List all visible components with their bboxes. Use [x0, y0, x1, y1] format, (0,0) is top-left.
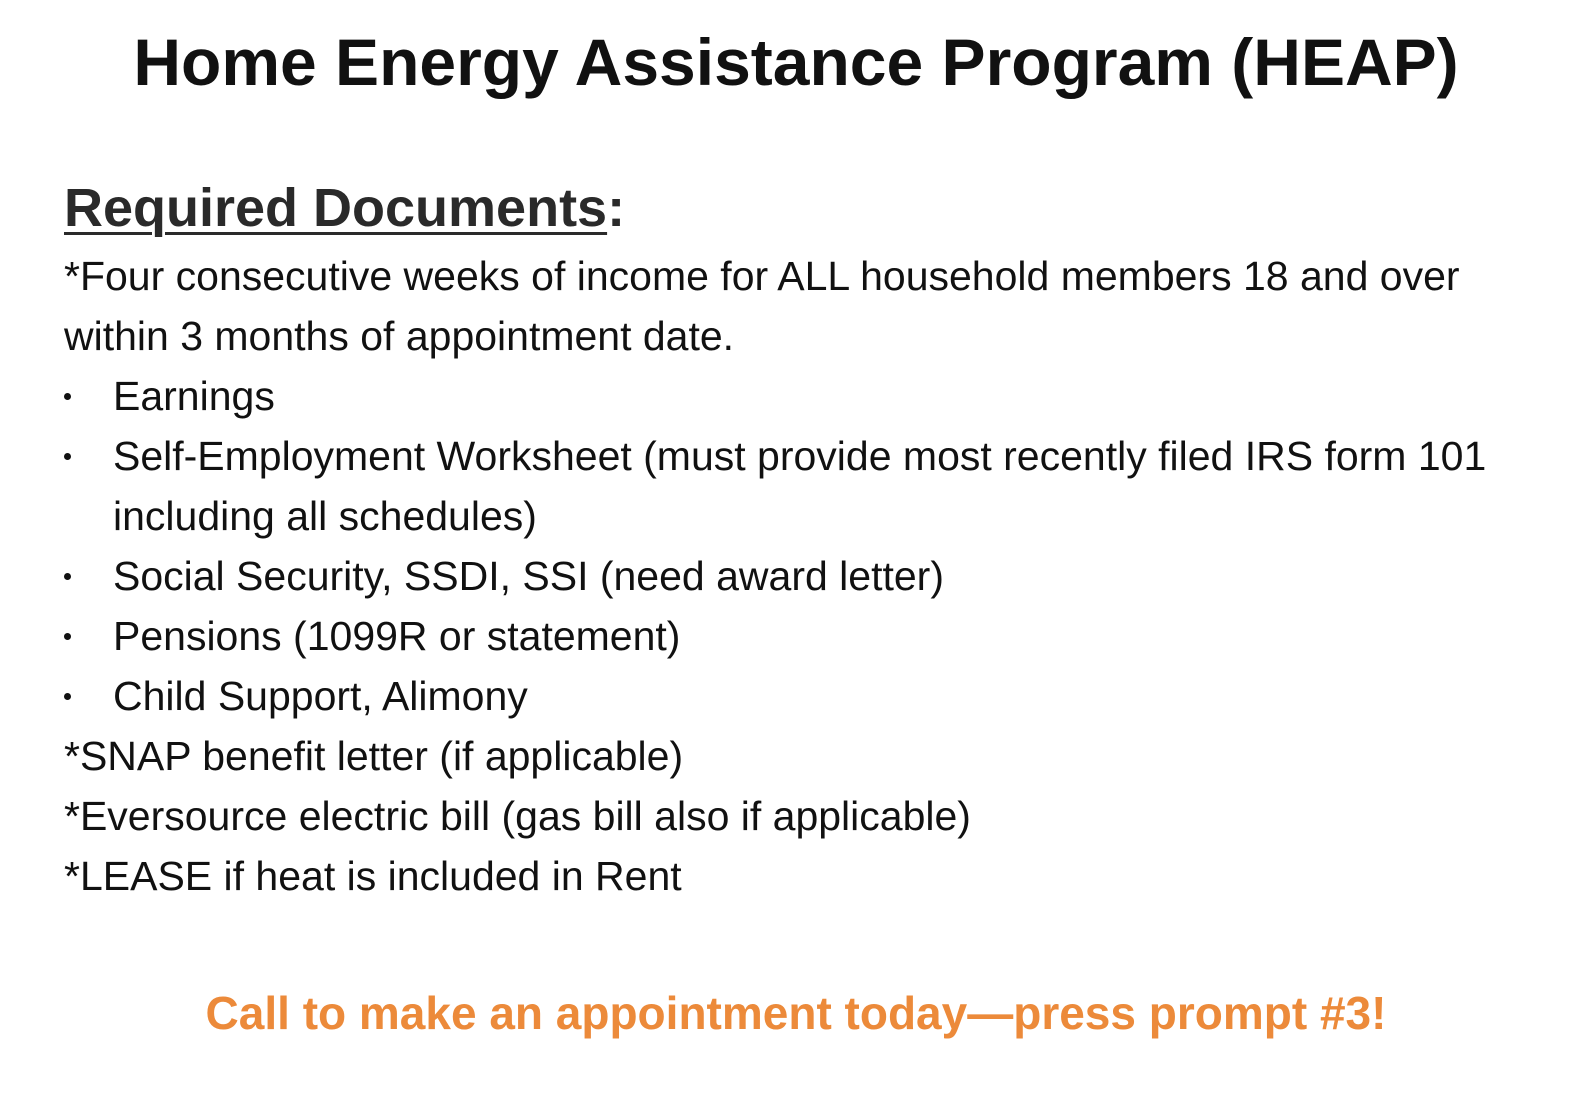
income-sources-list [64, 366, 1544, 726]
bullet-icon [64, 693, 71, 700]
list-item [64, 666, 1544, 726]
call-to-action-text: Call to make an appointment today—press prompt #3! [205, 987, 1387, 1039]
list-item-text: Self-Employment Worksheet (must provide most recently filed IRS form 101 including all schedules) [113, 433, 1487, 539]
lease-line: *LEASE if heat is included in Rent [64, 853, 682, 899]
electric-bill-line: *Eversource electric bill (gas bill also if applicable) [64, 793, 971, 839]
list-item-text: Child Support, Alimony [113, 673, 528, 719]
call-to-action [0, 982, 1592, 1044]
list-item [64, 606, 1544, 666]
section-heading-text: Required Documents [64, 178, 608, 238]
list-item [64, 366, 1544, 426]
snap-letter-line: *SNAP benefit letter (if applicable) [64, 733, 684, 779]
bullet-icon [64, 633, 71, 640]
page-title: Home Energy Assistance Program (HEAP) [133, 25, 1459, 99]
bullet-icon [64, 393, 71, 400]
list-item [64, 426, 1544, 546]
bullet-icon [64, 573, 71, 580]
document-body [64, 170, 1544, 906]
list-item-text: Social Security, SSDI, SSI (need award letter) [113, 553, 944, 599]
section-heading-colon: : [607, 178, 626, 238]
list-item [64, 546, 1544, 606]
bullet-icon [64, 453, 71, 460]
income-requirement-text: *Four consecutive weeks of income for ALL household members 18 and over within 3 months of appointment date. [64, 253, 1460, 359]
list-item-text: Earnings [113, 373, 275, 419]
section-heading [64, 170, 1544, 246]
list-item-text: Pensions (1099R or statement) [113, 613, 681, 659]
